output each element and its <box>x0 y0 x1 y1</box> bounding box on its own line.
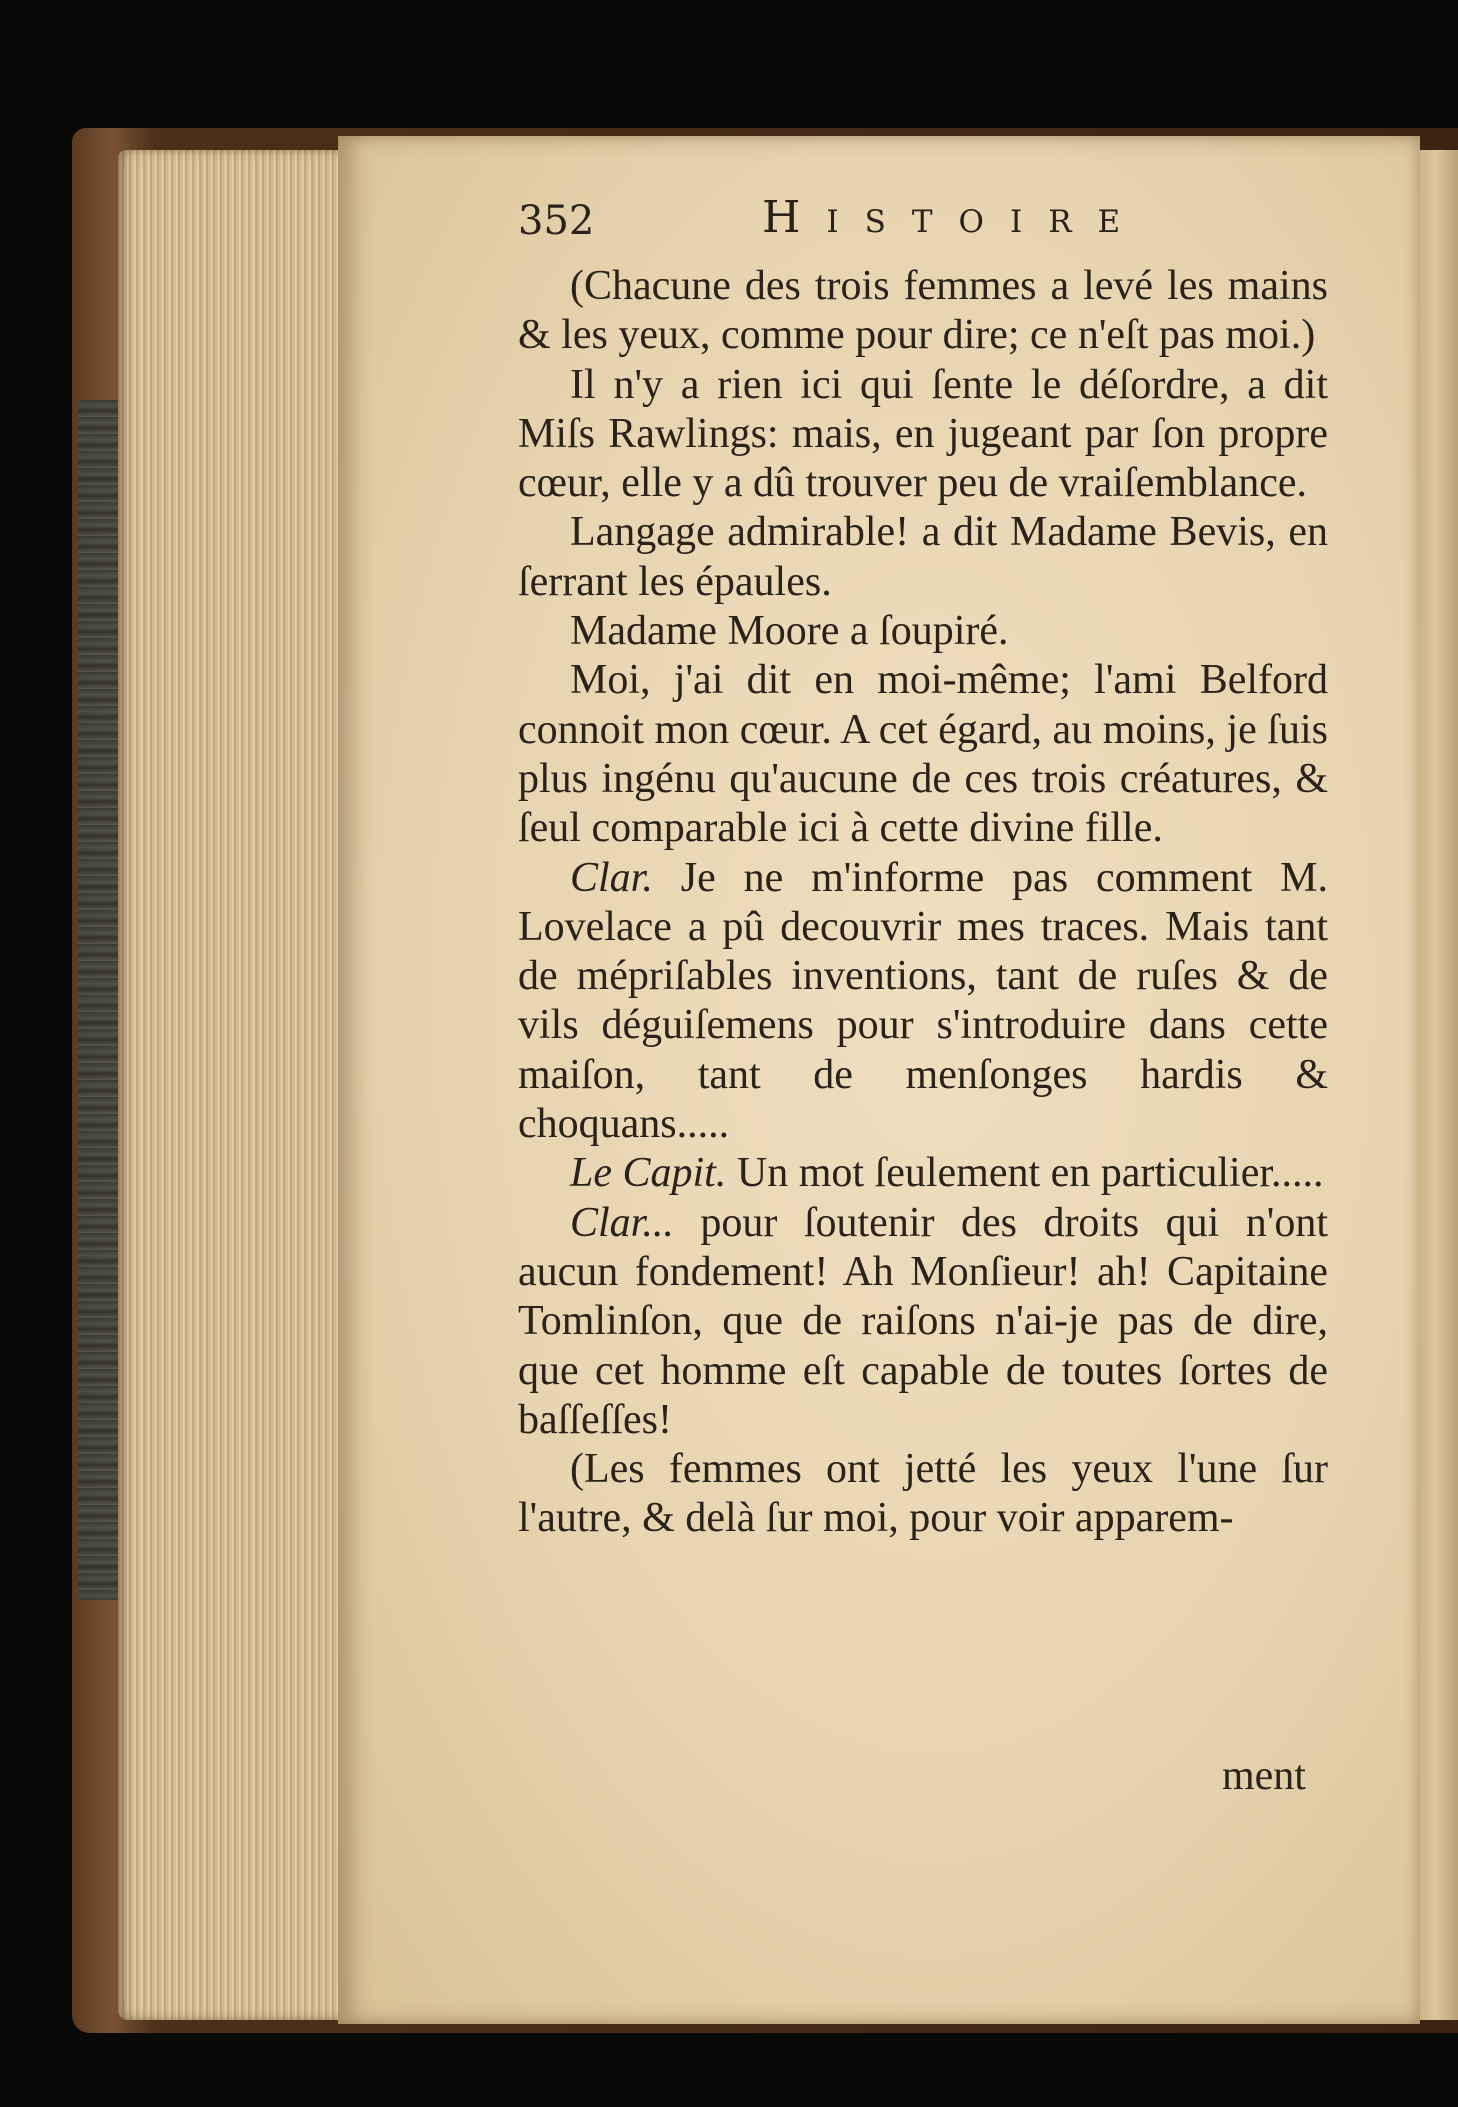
speaker-name: Le Capit. <box>570 1150 727 1197</box>
page-number: 352 <box>518 198 595 244</box>
facing-page-edge <box>1420 150 1458 2020</box>
paragraph: Madame Moore a ſoupiré. <box>570 608 1009 655</box>
body-text <box>518 262 1328 1544</box>
running-title: Histoire <box>762 192 1147 243</box>
paragraph: Il n'y a rien ici qui ſente le déſordre, a dit Miſs Rawlings: mais, en jugeant par ſon propre cœur, elle y a dû trouver peu de vraiſemblance. <box>518 361 1328 507</box>
dialogue-paragraph: Clar... pour ſoutenir des droits qui n'ont aucun fondement! Ah Monſieur! ah! Capitaine Tomlinſon, que de raiſons n'ai-je pas de dire, que cet homme eſt capable de toutes ſortes de baſſeſſes! <box>518 1199 1328 1443</box>
dialogue-paragraph: Le Capit. Un mot ſeulement en particulier..... <box>570 1150 1324 1197</box>
page-edges <box>118 150 348 2020</box>
paragraph: Langage admirable! a dit Madame Bevis, en ſerrant les épaules. <box>518 509 1328 605</box>
catchword: ment <box>1222 1753 1306 1799</box>
paragraph: Moi, j'ai dit en moi-même; l'ami Belford connoit mon cœur. A cet égard, au moins, je ſuis plus ingénu qu'aucune de ces trois créatures, & ſeul comparable ici à cette divine fille. <box>518 657 1328 852</box>
speaker-name: Clar. <box>570 854 653 901</box>
paragraph: (Chacune des trois femmes a levé les mains & les yeux, comme pour dire; ce n'eſt pas moi.) <box>518 263 1328 359</box>
paragraph: (Les femmes ont jetté les yeux l'une ſur l'autre, & delà ſur moi, pour voir apparem- <box>518 1446 1328 1542</box>
speaker-name: Clar... <box>570 1199 674 1246</box>
dialogue-paragraph: Clar. Je ne m'informe pas comment M. Lovelace a pû decouvrir mes traces. Mais tant de mépriſables inventions, tant de ruſes & de vils déguiſemens pour s'introduire dans cette maiſon, tant de menſonges hardis & choquans..... <box>518 854 1328 1148</box>
page-header <box>518 192 1338 252</box>
